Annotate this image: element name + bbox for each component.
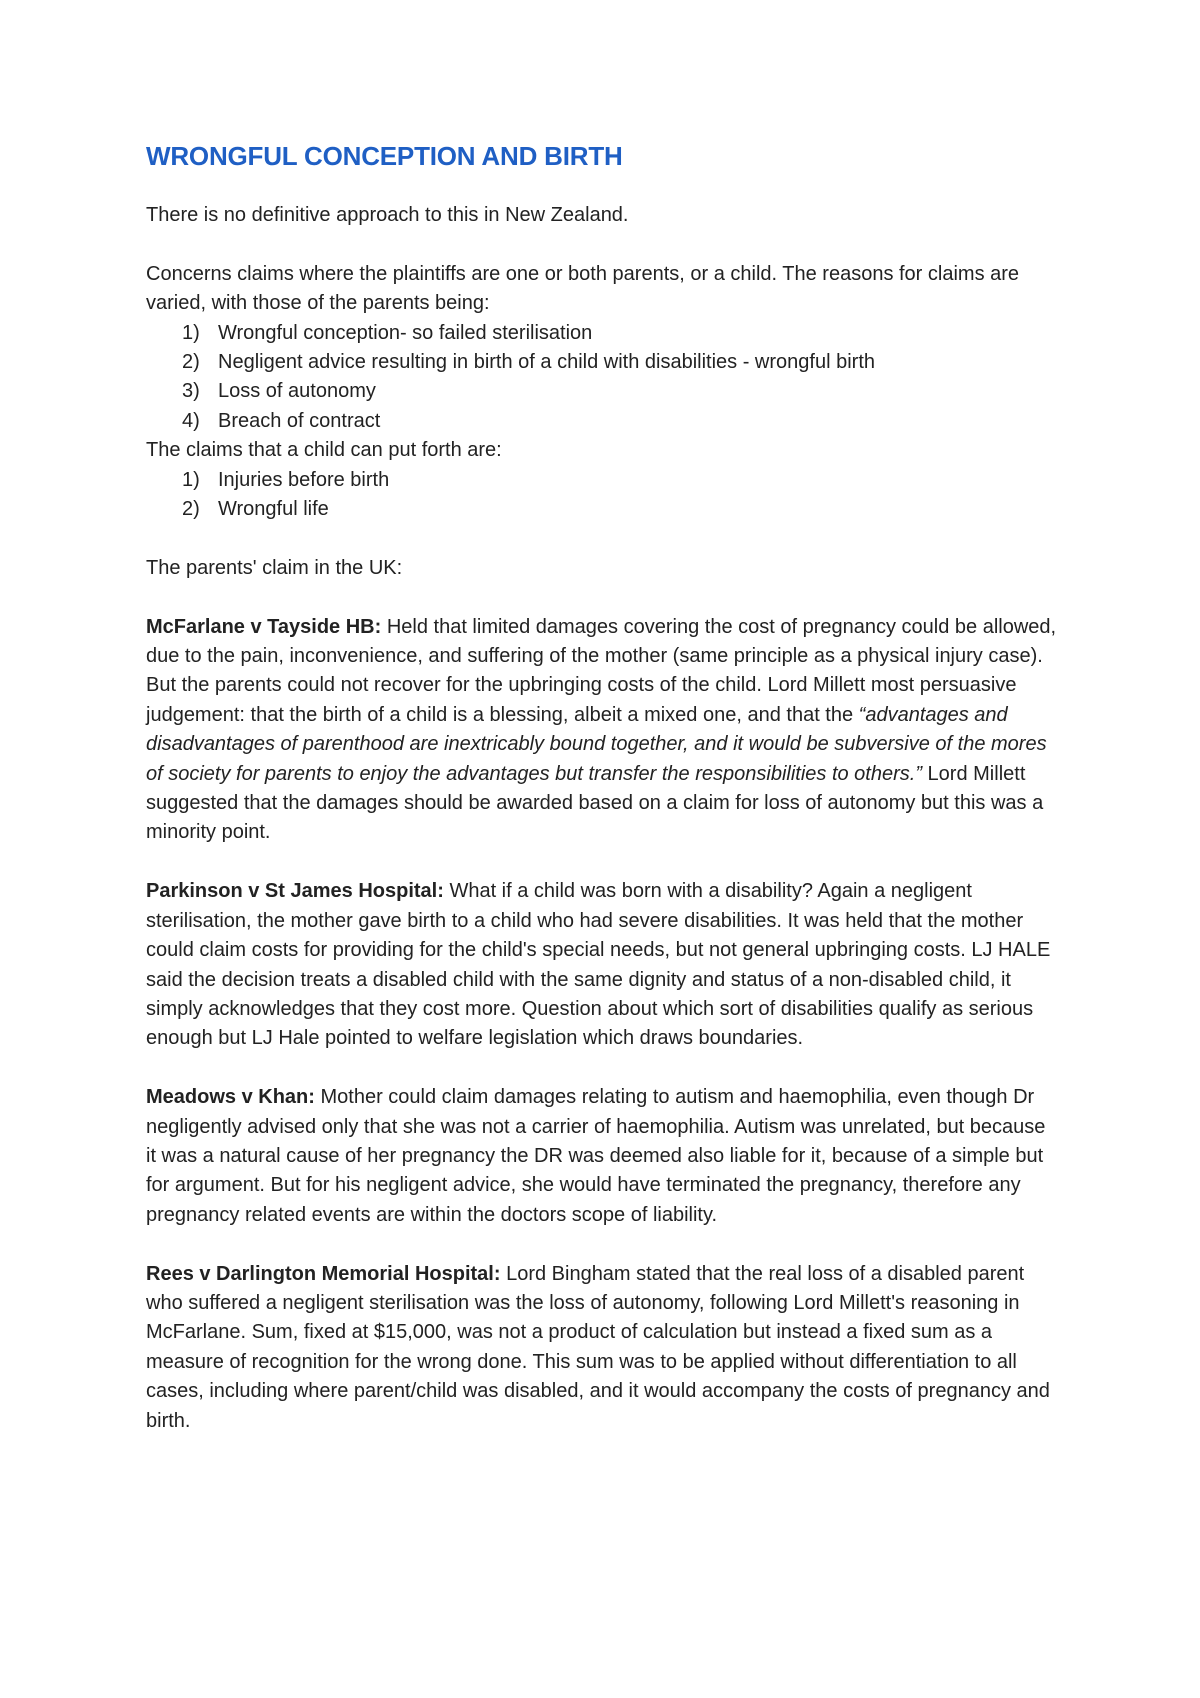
- case-meadows: Meadows v Khan: Mother could claim damages relating to autism and haemophilia, even though Dr negligently advised only that she was not a carrier of haemophilia. Autism was unrelated, but because it was a natural cause of her pregnancy the DR was deemed also liable for it, because of a simple but for argument. But for his negligent advice, she would have terminated the pregnancy, therefore any pregnancy related events are within the doctors scope of liability.: [146, 1086, 1046, 1226]
- case-mcfarlane: McFarlane v Tayside HB: Held that limited damages covering the cost of pregnancy could be allowed, due to the pain, inconvenience, and suffering of the mother (same principle as a physical injury case). But the parents could not recover for the upbringing costs of the child. Lord Millett most persuasive judgement: that the birth of a child is a blessing, albeit a mixed one, and that the “advantages and disadvantages of parenthood are inextricably bound together, and it would be subversive of the mores of society for parents to enjoy the advantages but transfer the responsibilities to others.” Lord Millett suggested that the damages should be awarded based on a claim for loss of autonomy but this was a minority point.: [146, 615, 1057, 844]
- list-item: 3) Loss of autonomy: [182, 380, 376, 403]
- case-parkinson: Parkinson v St James Hospital: What if a child was born with a disability? Again a negligent sterilisation, the mother gave birth to a child who had severe disabilities. It was held that the mother could claim costs for providing for the child's special needs, but not general upbringing costs. LJ HALE said the decision treats a disabled child with the same dignity and status of a non-disabled child, it simply acknowledges that they cost more. Question about which sort of disabilities qualify as serious enough but LJ Hale pointed to welfare legislation which draws boundaries.: [146, 880, 1051, 1050]
- intro-paragraph: There is no definitive approach to this in New Zealand.: [146, 204, 629, 226]
- list-item: 1) Injuries before birth: [182, 468, 390, 491]
- case-rees: Rees v Darlington Memorial Hospital: Lord Bingham stated that the real loss of a disabled parent who suffered a negligent sterilisation was the loss of autonomy, following Lord Millett's reasoning in McFarlane. Sum, fixed at $15,000, was not a product of calculation but instead a fixed sum as a measure of recognition for the wrong done. This sum was to be applied without differentiation to all cases, including where parent/child was disabled, and it would accompany the costs of pregnancy and birth.: [146, 1262, 1050, 1432]
- list-item: 1) Wrongful conception- so failed sterilisation: [182, 321, 593, 344]
- parent-claims-list: [146, 319, 1060, 437]
- case-name: Meadows v Khan:: [146, 1086, 315, 1109]
- case-name: Parkinson v St James Hospital:: [146, 880, 444, 903]
- case-quote: “advantages and disadvantages of parenthood are inextricably bound together, and it would be subversive of the mores of society for parents to enjoy the advantages but transfer the responsibilities to others.”: [146, 703, 1047, 785]
- list-item: 2) Negligent advice resulting in birth of a child with disabilities - wrongful birth: [182, 351, 875, 374]
- child-claims-intro: The claims that a child can put forth are:: [146, 439, 502, 462]
- document-title: WRONGFUL CONCEPTION AND BIRTH: [146, 141, 623, 171]
- concerns-paragraph: Concerns claims where the plaintiffs are one or both parents, or a child. The reasons for claims are varied, with those of the parents being:: [146, 262, 1020, 315]
- case-name: McFarlane v Tayside HB:: [146, 615, 382, 638]
- uk-heading: The parents' claim in the UK:: [146, 556, 403, 579]
- list-item: 2) Wrongful life: [182, 498, 329, 521]
- child-claims-list: [146, 466, 1060, 525]
- case-name: Rees v Darlington Memorial Hospital:: [146, 1262, 501, 1285]
- list-item: 4) Breach of contract: [182, 409, 381, 432]
